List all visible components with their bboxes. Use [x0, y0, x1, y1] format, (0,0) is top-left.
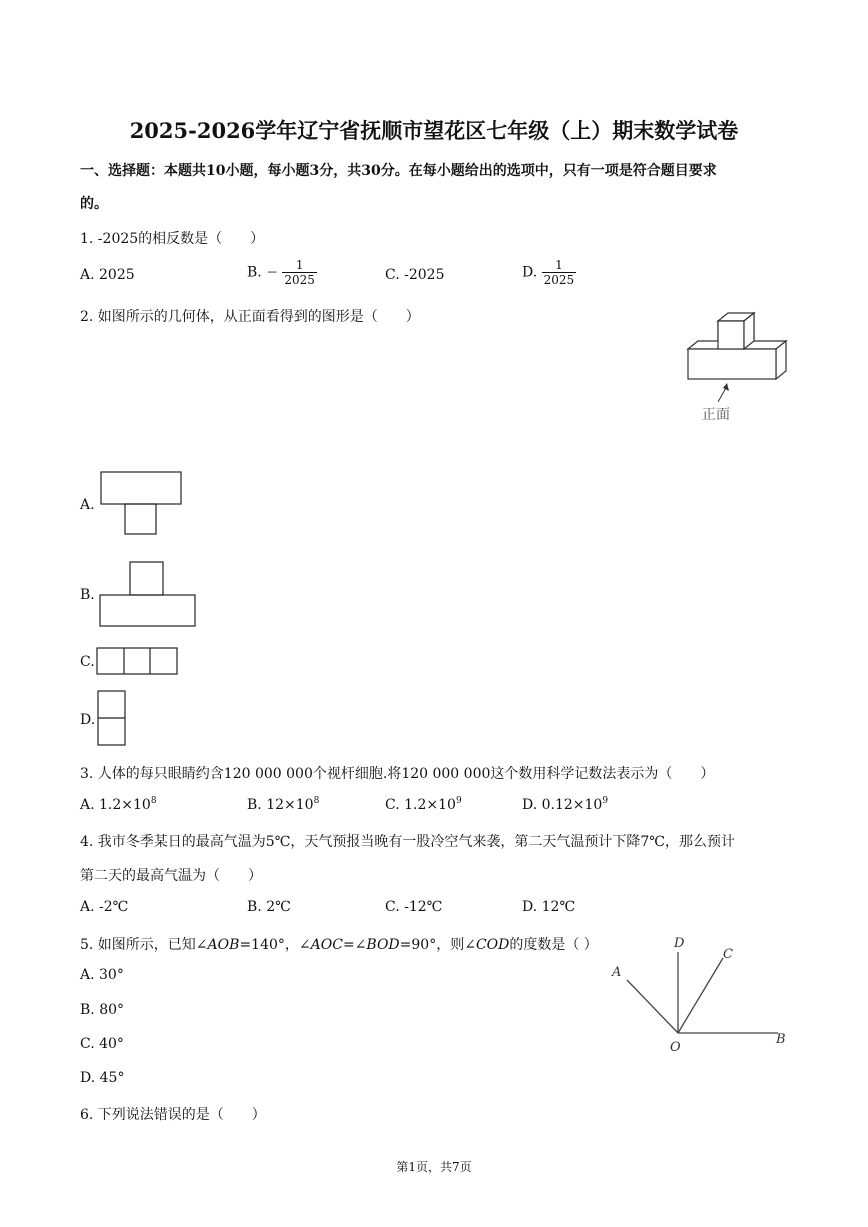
label-a: A [612, 965, 622, 980]
q2-option-b-figure [99, 561, 199, 629]
q3-option-a [80, 797, 157, 813]
q4-stem-line2: 第二天的最高气温为（ ） [80, 868, 262, 884]
label-b: B [776, 1032, 786, 1047]
q2-stem: 2. 如图所示的几何体，从正面看得到的图形是（ ） [80, 309, 420, 325]
q5-option-a: A. 30° [80, 967, 124, 983]
q1-option-b [247, 258, 317, 287]
q1-b-denominator: 2025 [284, 273, 315, 287]
q1-d-denominator: 2025 [543, 273, 575, 287]
q3-b-base: B. 12×10 [247, 797, 314, 813]
q3-c-exponent: 9 [455, 796, 462, 806]
q2-option-b: B. [80, 587, 95, 603]
q2-solid-figure [680, 306, 800, 426]
q5-stem [80, 934, 598, 954]
q4-option-d: D. 12℃ [522, 899, 576, 915]
q2-option-d-figure [97, 690, 129, 748]
section-heading-line2: 的。 [80, 196, 108, 212]
q5-angle-figure [600, 930, 800, 1055]
q1-option-d [522, 258, 576, 287]
q2-option-a-figure [100, 471, 184, 537]
q3-a-base: A. 1.2×10 [80, 797, 151, 813]
q2-option-d: D. [80, 712, 96, 728]
label-c: C [723, 947, 733, 962]
ray-oc [678, 958, 723, 1033]
q5-stem-part4: =90°，则∠ [399, 937, 476, 953]
q1-option-a: A. 2025 [80, 267, 135, 283]
section-heading-line1: 一、选择题：本题共10小题，每小题3分，共30分。在每小题给出的选项中，只有一项是符合题目要求 [80, 163, 717, 179]
q6-stem: 6. 下列说法错误的是（ ） [80, 1107, 266, 1123]
base-front-face [688, 349, 776, 379]
q4-option-c: C. -12℃ [385, 899, 443, 915]
q1-option-d-fraction [542, 258, 577, 287]
q5-stem-part5: 的度数是（ ） [509, 937, 598, 953]
q1-option-b-prefix: B. [247, 264, 262, 281]
q3-b-exponent: 8 [313, 796, 320, 806]
q1-b-numerator: 1 [295, 258, 304, 272]
q1-d-numerator: 1 [555, 258, 563, 272]
q1-option-b-sign: − [266, 264, 278, 281]
label-o: O [670, 1040, 681, 1055]
q2-option-a: A. [80, 497, 95, 513]
q3-d-base: D. 0.12×10 [522, 797, 603, 813]
q1-option-d-prefix: D. [522, 264, 538, 281]
q2-option-c: C. [80, 654, 95, 670]
ray-oa [627, 980, 678, 1033]
q5-option-b: B. 80° [80, 1002, 125, 1018]
label-d: D [674, 936, 685, 951]
q5-stem-part1: 5. 如图所示，已知∠ [80, 937, 208, 953]
q1-stem: 1. -2025的相反数是（ ） [80, 231, 265, 247]
q3-option-b [247, 797, 319, 813]
q5-stem-part3: =∠ [342, 937, 367, 953]
q5-angle-aoc: AOC [310, 937, 343, 953]
q3-d-exponent: 9 [602, 796, 609, 806]
q2-option-c-figure [96, 647, 180, 677]
q4-option-b: B. 2℃ [247, 899, 291, 915]
q1-option-c: C. -2025 [385, 267, 445, 283]
q3-option-d [522, 797, 608, 813]
q1-option-b-fraction [282, 258, 317, 287]
q5-option-c: C. 40° [80, 1036, 124, 1052]
page-footer: 第1页，共7页 [396, 1160, 472, 1174]
front-label: 正面 [702, 407, 730, 423]
q5-option-d: D. 45° [80, 1070, 125, 1086]
q3-c-base: C. 1.2×10 [385, 797, 456, 813]
q5-angle-bod: BOD [366, 937, 400, 953]
q4-stem-line1: 4. 我市冬季某日的最高气温为5℃，天气预报当晚有一股冷空气来袭，第二天气温预计下降7℃，那么预计 [80, 834, 735, 850]
q5-angle-cod: COD [475, 937, 510, 953]
q3-a-exponent: 8 [150, 796, 157, 806]
q3-stem: 3. 人体的每只眼睛约含120 000 000个视杆细胞.将120 000 000这个数用科学记数法表示为（ ） [80, 766, 715, 782]
front-arrow-head [723, 383, 729, 391]
q5-stem-part2: =140°，∠ [239, 937, 311, 953]
q3-option-c [385, 797, 462, 813]
page-title: 2025-2026学年辽宁省抚顺市望花区七年级（上）期末数学试卷 [129, 118, 739, 143]
q4-option-a: A. -2℃ [80, 899, 129, 915]
q5-angle-aob: AOB [207, 937, 240, 953]
